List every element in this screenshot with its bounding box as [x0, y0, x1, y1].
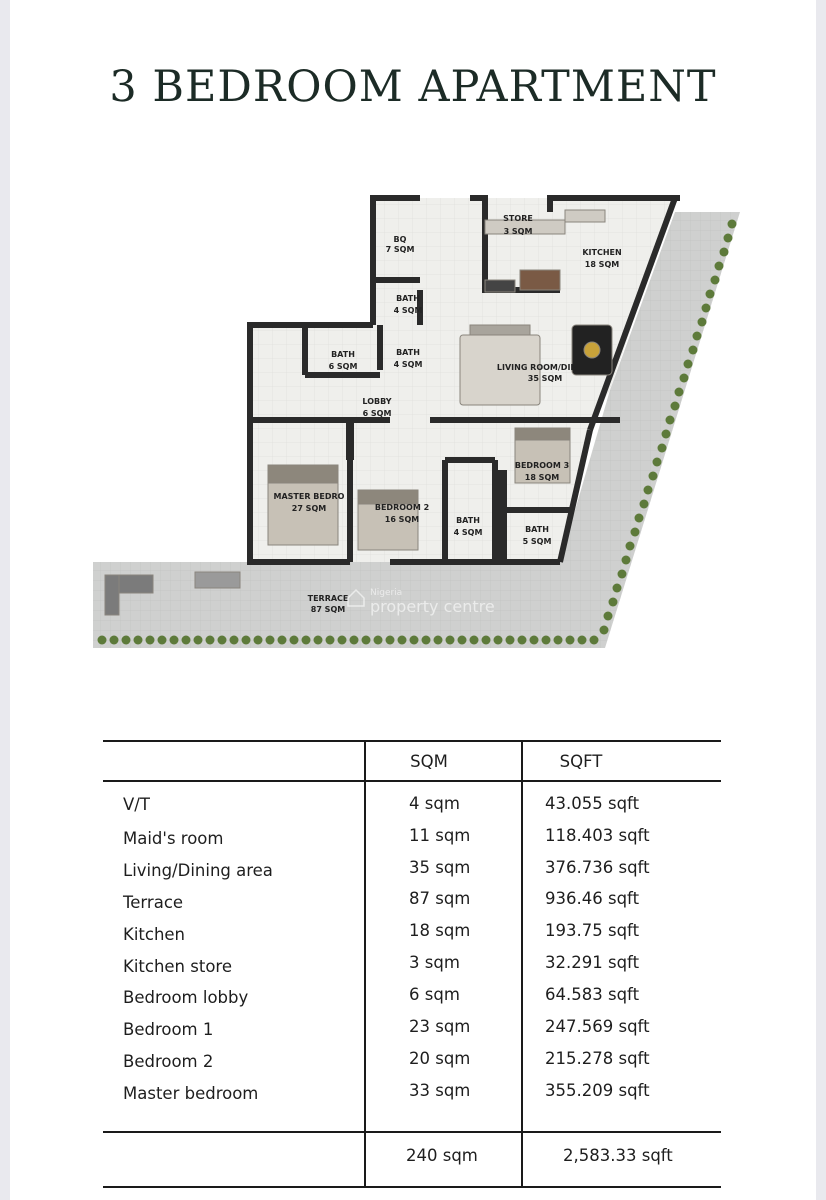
room-label-bath-3: BATH [456, 516, 480, 525]
total-sqft: 2,583.33 sqft [563, 1146, 673, 1165]
row-label: V/T [123, 795, 150, 814]
row-label: Bedroom 1 [123, 1020, 214, 1039]
room-label-bath-4: BATH [525, 525, 549, 534]
room-label-bq: BQ [393, 235, 407, 244]
total-sqm: 240 sqm [406, 1146, 478, 1165]
row-sqft: 355.209 sqft [545, 1081, 650, 1100]
room-area-kitchen: 18 SQM [584, 260, 620, 269]
table-bottom-rule [103, 1186, 721, 1188]
room-area-lobby: 6 SQM [362, 409, 392, 418]
row-sqft: 43.055 sqft [545, 794, 640, 813]
room-label-bath-bq: BATH [396, 294, 420, 303]
room-label-bedroom-3: BEDROOM 3 [514, 461, 570, 470]
row-sqft: 247.569 sqft [545, 1017, 650, 1036]
row-sqm: 11 sqm [409, 826, 471, 845]
watermark-main: property centre [370, 597, 495, 616]
row-sqm: 3 sqm [409, 953, 460, 972]
row-sqft: 376.736 sqft [545, 858, 650, 877]
row-sqft: 64.583 sqft [545, 985, 640, 1004]
room-area-bq: 7 SQM [385, 245, 415, 254]
room-label-living: LIVING ROOM/DIN [496, 363, 578, 372]
row-sqm: 4 sqm [409, 794, 460, 813]
row-sqm: 6 sqm [409, 985, 460, 1004]
row-label: Bedroom 2 [123, 1052, 214, 1071]
room-area-bedroom-3: 18 SQM [524, 473, 560, 482]
table-total-rule [103, 1131, 721, 1133]
header-sqft: SQFT [559, 752, 603, 771]
floor-plan [90, 190, 770, 660]
row-label: Bedroom lobby [123, 988, 249, 1007]
table-top-rule [103, 740, 721, 742]
row-sqft: 118.403 sqft [545, 826, 650, 845]
row-sqm: 35 sqm [409, 858, 471, 877]
room-area-bath-1: 6 SQM [328, 362, 358, 371]
row-sqft: 215.278 sqft [545, 1049, 650, 1068]
row-sqm: 18 sqm [409, 921, 471, 940]
row-sqft: 193.75 sqft [545, 921, 640, 940]
room-area-store: 3 SQM [503, 227, 533, 236]
room-label-master: MASTER BEDRO [273, 492, 345, 501]
page-title: 3 BEDROOM APARTMENT [109, 62, 717, 112]
room-label-terrace: TERRACE [307, 594, 349, 603]
table-col-divider-2 [521, 740, 523, 1188]
room-area-bath-3: 4 SQM [453, 528, 483, 537]
room-area-bath-bq: 4 SQM [393, 306, 423, 315]
room-area-bath-4: 5 SQM [522, 537, 552, 546]
room-area-bedroom-2: 16 SQM [384, 515, 420, 524]
room-label-kitchen: KITCHEN [582, 248, 622, 257]
row-sqft: 32.291 sqft [545, 953, 640, 972]
room-label-lobby: LOBBY [362, 397, 392, 406]
row-sqft: 936.46 sqft [545, 889, 640, 908]
row-sqm: 87 sqm [409, 889, 471, 908]
row-label: Kitchen [123, 925, 186, 944]
row-label: Living/Dining area [123, 861, 273, 880]
row-label: Maid's room [123, 829, 224, 848]
room-area-living: 35 SQM [527, 374, 563, 383]
table-col-divider-1 [364, 740, 366, 1188]
room-area-bath-2: 4 SQM [393, 360, 423, 369]
watermark-top: Nigeria [370, 588, 403, 598]
row-label: Terrace [123, 893, 184, 912]
row-label: Kitchen store [123, 957, 232, 976]
row-label: Master bedroom [123, 1084, 259, 1103]
room-label-bath-1: BATH [331, 350, 355, 359]
room-label-bedroom-2: BEDROOM 2 [374, 503, 430, 512]
room-area-master: 27 SQM [291, 504, 327, 513]
room-area-terrace: 87 SQM [310, 605, 346, 614]
header-sqm: SQM [410, 752, 448, 771]
row-sqm: 23 sqm [409, 1017, 471, 1036]
table-header-rule [103, 780, 721, 782]
row-sqm: 20 sqm [409, 1049, 471, 1068]
room-label-store: STORE [503, 214, 533, 223]
row-sqm: 33 sqm [409, 1081, 471, 1100]
room-label-bath-2: BATH [396, 348, 420, 357]
